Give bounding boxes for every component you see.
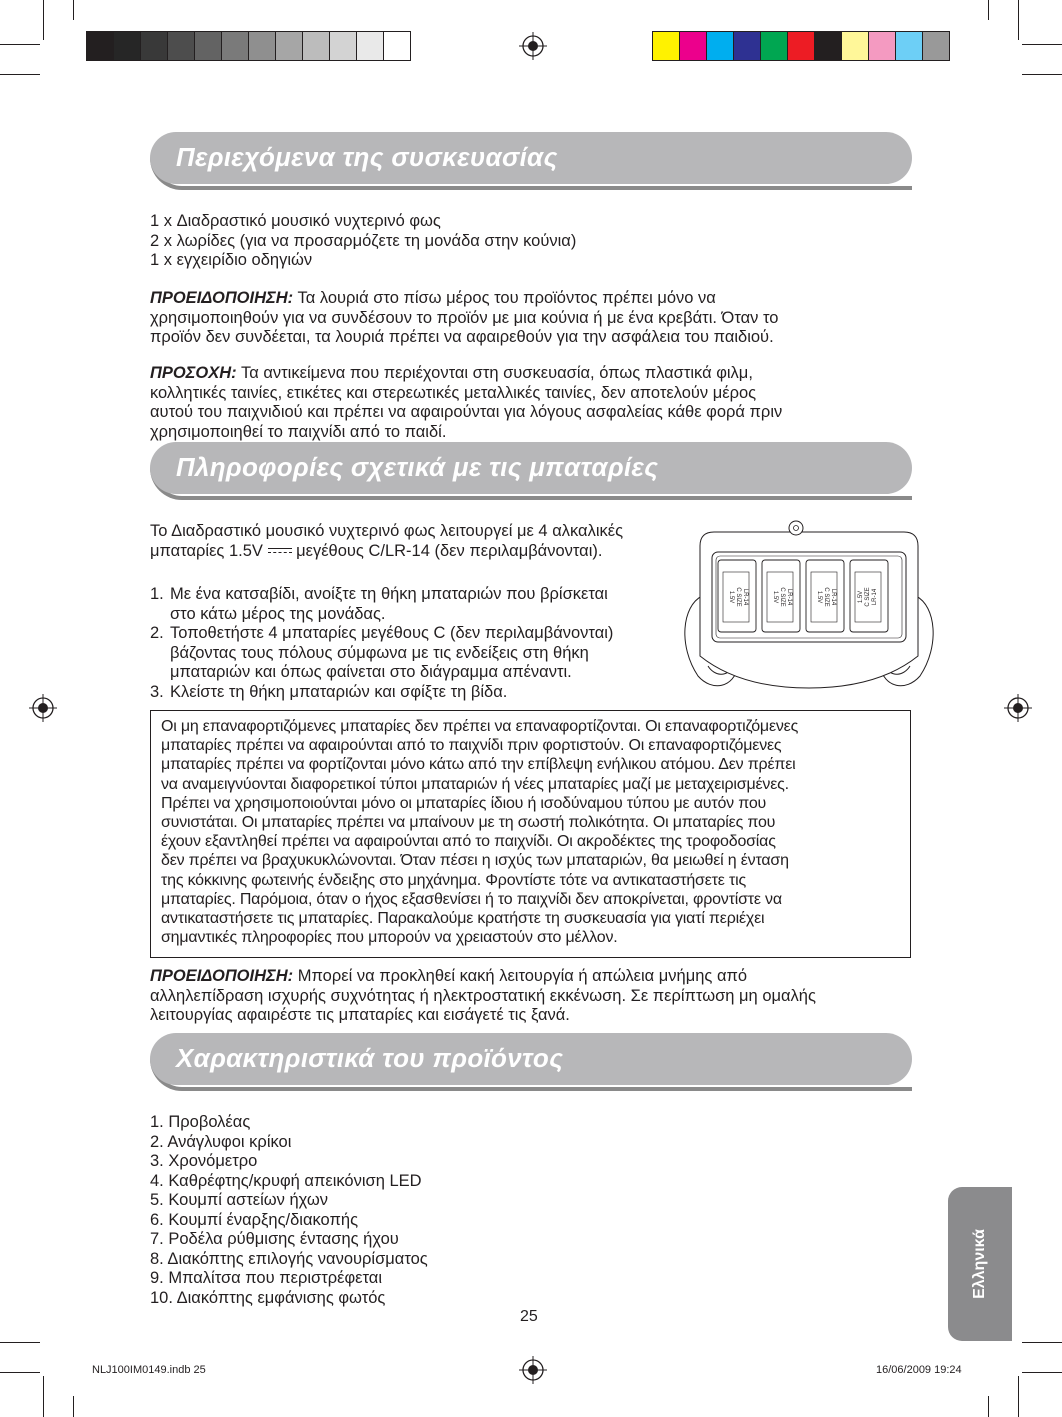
crop-mark <box>0 44 40 45</box>
crop-mark <box>0 74 40 75</box>
warning-text: προϊόν δεν συνδέεται, τα λουριά πρέπει να αφαιρεθούν για την ασφάλεια του παιδιού. <box>150 328 774 346</box>
registration-mark-icon <box>29 694 57 722</box>
crop-mark <box>1018 1376 1019 1417</box>
dc-symbol-icon <box>268 546 292 556</box>
color-swatch <box>248 31 276 61</box>
color-swatch <box>922 31 950 61</box>
box-line: συνιστάται. Οι μπαταρίες πρέπει να μπαίνουν με τη σωστή πολικότητα. Οι μπαταρίες που <box>161 814 776 832</box>
caution-text: κολλητικές ταινίες, ετικέτες και στερεωτικές μεταλλικές ταινίες, δεν αποτελούν μέρος <box>150 383 757 402</box>
battery-icon <box>762 560 800 632</box>
list-item: 5. Κουμπί αστείων ήχων <box>150 1191 328 1209</box>
caution-text: χρησιμοποιηθεί το παιχνίδι από το παιδί. <box>150 422 447 441</box>
box-line: σημαντικές πληροφορίες που μπορούν να χρειαστούν στο μέλλον. <box>161 929 618 947</box>
warning-text: Τα λουριά στο πίσω μέρος του προϊόντος πρέπει μόνο να <box>293 289 716 307</box>
color-swatch <box>895 31 923 61</box>
color-swatch <box>356 31 384 61</box>
box-line: μπαταρίες. Παρόμοια, όταν ο ήχος εξασθενίσει ή το παιχνίδι δεν αποκρίνεται, φροντίστε να <box>161 890 782 908</box>
cmyk-color-bar <box>652 31 976 61</box>
list-item: 7. Ροδέλα ρύθμισης έντασης ήχου <box>150 1230 399 1248</box>
list-item-continued: μπαταριών και όπως φαίνεται στο διάγραμμα απέναντι. <box>170 663 572 681</box>
box-line: μπαταρίες πρέπει να αφαιρούνται από το παιχνίδι πριν φορτιστούν. Οι επαναφορτιζόμενες <box>161 737 782 755</box>
list-item: 6. Κουμπί έναρξης/διακοπής <box>150 1210 359 1229</box>
list-item: 1. Προβολέας <box>150 1113 251 1131</box>
box-line: Πρέπει να χρησιμοποιούνται μόνο οι μπαταρίες ίδιου ή ισοδύναμου τύπου με αυτόν που <box>161 794 767 812</box>
svg-text:C SIZE: C SIZE <box>865 587 871 607</box>
list-item: 8. Διακόπτης επιλογής νανουρίσματος <box>150 1249 428 1268</box>
box-line: έχουν εξαντληθεί πρέπει να αφαιρούνται από το παιχνίδι. Οι ακροδέκτες της τροφοδοσίας <box>161 833 776 851</box>
crop-mark <box>1022 1342 1062 1343</box>
crop-mark <box>988 1396 989 1417</box>
crop-mark <box>43 0 44 40</box>
list-item: 2. Ανάγλυφοι κρίκοι <box>150 1132 292 1151</box>
battery-icon <box>806 560 844 632</box>
caution-text: Τα αντικείμενα που περιέχονται στη συσκευασία, όπως πλαστικά φιλμ, <box>236 364 753 382</box>
svg-text:1.5V: 1.5V <box>816 590 822 604</box>
battery-safety-box <box>150 710 911 958</box>
registration-mark-icon <box>519 32 547 60</box>
crop-mark <box>73 1396 74 1417</box>
color-swatch <box>302 31 330 61</box>
registration-mark-icon <box>1004 694 1032 722</box>
battery-intro-text: μπαταρίες 1.5V <box>150 541 268 560</box>
warning-text: Μπορεί να προκληθεί κακή λειτουργία ή απώλεια μνήμης από <box>293 967 748 985</box>
list-item: 1 x Διαδραστικό μουσικό νυχτερινό φως <box>150 212 441 230</box>
caution-paragraph <box>150 364 782 442</box>
page-number: 25 <box>520 1308 538 1325</box>
crop-mark <box>1022 1372 1062 1373</box>
list-item: 1. Με ένα κατσαβίδι, ανοίξτε τη θήκη μπαταριών που βρίσκεται <box>150 585 608 603</box>
warning-text: λειτουργίας αφαιρέστε τις μπαταρίες και εισάγετέ τις ξανά. <box>150 1006 570 1024</box>
svg-text:1.5V: 1.5V <box>858 590 864 604</box>
crop-mark <box>1022 74 1062 75</box>
warning-paragraph <box>150 967 816 1026</box>
color-swatch <box>706 31 734 61</box>
crop-mark <box>1018 0 1019 40</box>
color-swatch <box>868 31 896 61</box>
section-title: Χαρακτηριστικά του προϊόντος <box>176 1043 564 1073</box>
list-item: 2. Τοποθετήστε 4 μπαταρίες μεγέθους C (δεν περιλαμβάνονται) <box>150 624 614 642</box>
color-swatch <box>787 31 815 61</box>
crop-mark <box>988 0 989 20</box>
box-line: Οι μη επαναφορτιζόμενες μπαταρίες δεν πρέπει να επαναφορτίζονται. Οι επαναφορτιζόμενες <box>161 718 799 735</box>
svg-text:1.5V: 1.5V <box>728 590 734 604</box>
color-swatch <box>733 31 761 61</box>
list-item-continued: στο κάτω μέρος της μονάδας. <box>170 604 386 623</box>
list-item: 3. Χρονόμετρο <box>150 1152 258 1170</box>
color-swatch <box>167 31 195 61</box>
box-line: να αναμειγνύονται διαφορετικοί τύποι μπαταριών ή νέες μπαταρίες μαζί με μεταχειρισμένες. <box>161 775 789 793</box>
grayscale-color-bar <box>86 31 410 61</box>
crop-mark <box>1022 44 1062 45</box>
box-line: της κόκκινης φωτεινής ένδειξης στο μηχάνημα. Φροντίστε τότε να αντικαταστήσετε τις <box>161 871 746 889</box>
features-list <box>150 1113 428 1308</box>
color-swatch <box>679 31 707 61</box>
color-swatch <box>194 31 222 61</box>
warning-text: χρησιμοποιηθούν για να συνδέσουν το προϊόν με μια κούνια ή με ένα κρεβάτι. Όταν το <box>150 308 779 327</box>
list-item: 3. Κλείστε τη θήκη μπαταριών και σφίξτε τη βίδα. <box>150 682 508 701</box>
battery-intro-text: μεγέθους C/LR-14 (δεν περιλαμβάνονται). <box>291 541 603 560</box>
svg-text:C SIZE: C SIZE <box>735 587 741 607</box>
caution-text: αυτού του παιχνιδιού και πρέπει να αφαιρούνται για λόγους ασφαλείας κάθε φορά πριν <box>150 403 783 421</box>
warning-label: ΠΡΟΕΙΔΟΠΟΙΗΣΗ: <box>150 967 294 985</box>
color-swatch <box>841 31 869 61</box>
contents-list <box>150 212 576 271</box>
color-swatch <box>329 31 357 61</box>
color-swatch <box>760 31 788 61</box>
crop-mark <box>0 1372 40 1373</box>
battery-intro <box>150 522 623 561</box>
list-item: 2 x λωρίδες (για να προσαρμόζετε τη μονάδα στην κούνια) <box>150 231 577 250</box>
footer-timestamp: 16/06/2009 19:24 <box>876 1364 962 1376</box>
battery-steps <box>150 585 613 702</box>
color-swatch <box>383 31 411 61</box>
color-swatch <box>86 31 114 61</box>
crop-mark <box>0 1342 40 1343</box>
svg-text:LR-14: LR-14 <box>872 588 878 606</box>
svg-text:C SIZE: C SIZE <box>823 587 829 607</box>
warning-label: ΠΡΟΕΙΔΟΠΟΙΗΣΗ: <box>150 289 294 307</box>
section-header-features <box>150 1033 912 1087</box>
caution-label: ΠΡΟΣΟΧΗ: <box>150 364 237 382</box>
list-item: 4. Καθρέφτης/κρυφή απεικόνιση LED <box>150 1171 422 1190</box>
svg-text:LR-14: LR-14 <box>786 588 792 606</box>
warning-paragraph <box>150 289 778 348</box>
crop-mark <box>43 1376 44 1417</box>
battery-compartment-diagram <box>678 516 940 694</box>
language-tab <box>948 1187 1012 1341</box>
color-swatch <box>814 31 842 61</box>
svg-text:LR-14: LR-14 <box>830 588 836 606</box>
registration-mark-icon <box>519 1356 547 1384</box>
list-item-continued: βάζοντας τους πόλους σύμφωνα με τις ενδείξεις στη θήκη <box>170 643 589 662</box>
box-line: δεν πρέπει να βραχυκυκλώνονται. Όταν πέσει η ισχύς των μπαταριών, θα μειωθεί η ένταση <box>161 852 789 870</box>
language-tab-label: Ελληνικά <box>971 1229 988 1299</box>
battery-icon <box>850 560 888 632</box>
section-header-contents <box>150 132 912 186</box>
section-header-batteries <box>150 442 912 496</box>
svg-text:C SIZE: C SIZE <box>779 587 785 607</box>
list-item: 10. Διακόπτης εμφάνισης φωτός <box>150 1288 386 1307</box>
section-title: Πληροφορίες σχετικά με τις μπαταρίες <box>176 452 659 482</box>
color-swatch <box>140 31 168 61</box>
battery-icon <box>718 560 756 632</box>
warning-text: αλληλεπίδραση ισχυρής συχνότητας ή ηλεκτροστατική εκκένωση. Σε περίπτωση μη ομαλής <box>150 986 816 1005</box>
svg-text:LR-14: LR-14 <box>742 588 748 606</box>
box-line: αντικαταστήσετε τις μπαταρίες. Παρακαλούμε κρατήστε τη συσκευασία για γιατί περιέχει <box>161 910 765 928</box>
list-item: 9. Μπαλίτσα που περιστρέφεται <box>150 1269 382 1287</box>
box-line: μπαταρίες πρέπει να φορτίζονται μόνο κάτω από την επίβλεψη ενήλικου ατόμου. Δεν πρέπει <box>161 756 796 774</box>
list-item: 1 x εγχειρίδιο οδηγιών <box>150 251 313 269</box>
svg-text:1.5V: 1.5V <box>772 590 778 604</box>
color-swatch <box>113 31 141 61</box>
section-title: Περιεχόμενα της συσκευασίας <box>176 142 558 172</box>
battery-intro-text: Το Διαδραστικό μουσικό νυχτερινό φως λειτουργεί με 4 αλκαλικές <box>150 522 624 540</box>
color-swatch <box>652 31 680 61</box>
color-swatch <box>221 31 249 61</box>
footer-file-info: NLJ100IM0149.indb 25 <box>92 1364 206 1376</box>
color-swatch <box>275 31 303 61</box>
crop-mark <box>73 0 74 20</box>
